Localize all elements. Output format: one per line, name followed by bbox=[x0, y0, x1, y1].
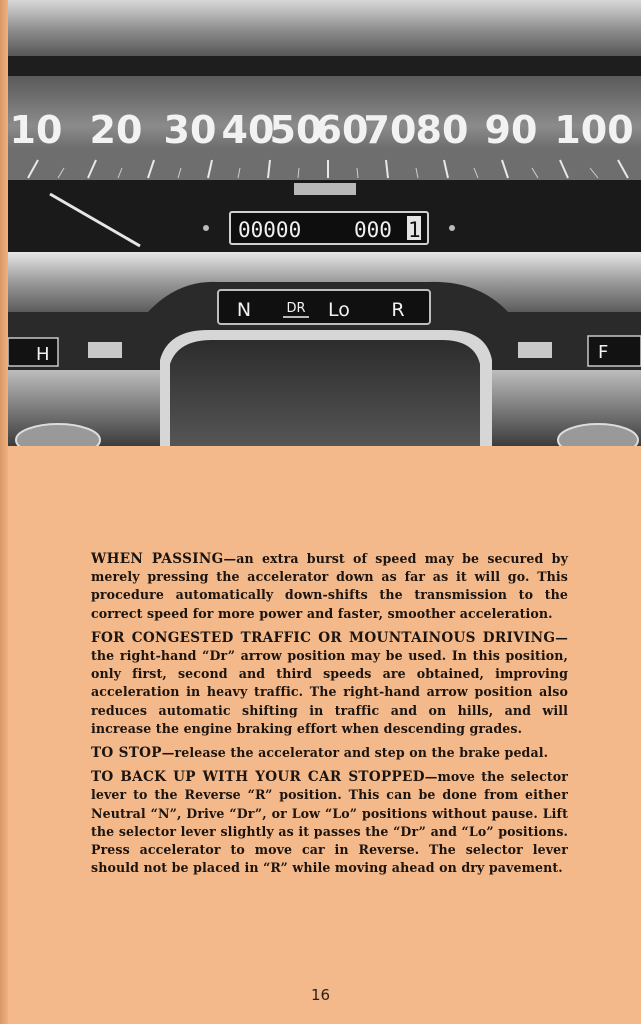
speed-number: 30 bbox=[163, 108, 217, 152]
body-congested-traffic: —the right-hand “Dr” arrow position may be used. In this position, only first, second and third speeds are obtained, improving acceleration in heavy traffic. The right-hand arrow position also reduces automatic shifting in traffic and on hills, and will increase the engine braking effort when descending grades. bbox=[91, 629, 568, 736]
page-binding-edge bbox=[0, 0, 8, 1024]
lead-to-stop: TO STOP bbox=[91, 745, 162, 762]
speed-number: 70 bbox=[363, 108, 417, 152]
speed-number: 60 bbox=[315, 108, 369, 152]
speed-number: 80 bbox=[415, 108, 469, 152]
selector-drive: DR bbox=[286, 301, 306, 316]
body-when-passing: —an extra burst of speed may be secured by merely pressing the accelerator down as far as it will go. This procedure automatically down-shifts the transmission to the correct speed for more power and faster, smoother acceleration. bbox=[91, 551, 568, 621]
body-to-back-up: —move the selector lever to the Reverse “R” position. This can be done from either Neutral “N”, Drive “Dr”, or Low “Lo” positions without pause. Lift the selector lever slightly as it passes the “Dr” and “Lo” positions. Press accelerator to move car in Reverse. The selector lever should not be placed in “R” while moving ahead on dry pavement. bbox=[91, 769, 569, 876]
selector-low: Lo bbox=[328, 299, 350, 321]
odometer-trip-last: 1 bbox=[408, 218, 421, 242]
lead-to-back-up: TO BACK UP WITH YOUR CAR STOPPED bbox=[91, 769, 425, 786]
odometer-main: 00000 bbox=[238, 218, 302, 242]
speed-number: 10 bbox=[9, 108, 63, 152]
selector-neutral: N bbox=[236, 299, 252, 321]
dashboard-photo bbox=[8, 0, 641, 446]
fuel-gauge-label: F bbox=[598, 342, 609, 363]
temp-gauge-label: H bbox=[36, 344, 50, 365]
paragraph-to-back-up bbox=[91, 768, 568, 877]
page-number: 16 bbox=[310, 986, 331, 1004]
speed-number: 50 bbox=[269, 108, 323, 152]
speed-number: 40 bbox=[221, 108, 275, 152]
page-body-text bbox=[91, 550, 568, 883]
lead-when-passing: WHEN PASSING bbox=[91, 551, 224, 567]
speed-number: 90 bbox=[484, 108, 538, 152]
odometer-trip: 000 bbox=[354, 218, 392, 242]
body-to-stop: —release the accelerator and step on the brake pedal. bbox=[161, 745, 549, 761]
lead-congested-traffic: FOR CONGESTED TRAFFIC OR MOUNTAINOUS DRIVING bbox=[91, 629, 556, 646]
paragraph-when-passing bbox=[91, 550, 568, 623]
paragraph-congested-traffic bbox=[91, 629, 568, 738]
speed-number: 20 bbox=[89, 108, 143, 152]
speed-number: 100 bbox=[554, 108, 634, 152]
paragraph-to-stop bbox=[91, 744, 568, 762]
selector-reverse: R bbox=[391, 299, 405, 321]
